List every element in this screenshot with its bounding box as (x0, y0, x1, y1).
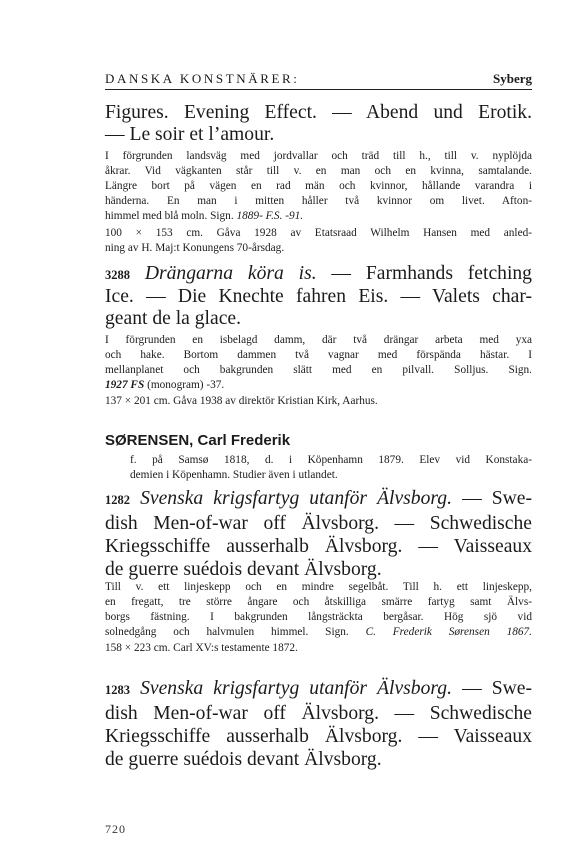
biography-line: demien i Köpenhamn. Studier även i utlandet. (130, 469, 338, 481)
translated-title: — Farmhands fetching (316, 263, 532, 284)
dimensions-line: 137 × 201 cm. Gåva 1938 av direktör Kristian Kirk, Aarhus. (105, 395, 378, 407)
title-line (105, 677, 532, 702)
dimensions-line: ning av H. Maj:t Konungens 70-årsdag. (105, 242, 285, 254)
title-line (105, 263, 532, 286)
entry-1282-dimensions (105, 641, 532, 656)
entry-3288-title (105, 263, 532, 330)
title-line: — Le soir et l’amour. (105, 124, 275, 145)
entry-1282-title (105, 487, 532, 581)
title-line: Ice. — Die Knechte fahren Eis. — Valets char- (105, 286, 532, 307)
swedish-title: Svenska krigsfartyg utanför Älvsborg. (140, 488, 452, 509)
entry-3288-dimensions (105, 394, 532, 409)
signature-value: C. Frederik Sørensen 1867. (365, 626, 532, 638)
running-header (105, 71, 532, 90)
dimensions-line: 100 × 153 cm. Gåva 1928 av Etatsraad Wilhelm Hansen med anled- (105, 227, 532, 239)
entry-3288-description (105, 333, 532, 393)
signature-value: 1889- F.S. -91. (236, 210, 304, 222)
header-artist-name: Syberg (493, 71, 532, 86)
description-line: och hake. Bortom dammen två vagnar med förspända hästar. I (105, 349, 532, 361)
title-line: de guerre suédois devant Älvsborg. (105, 559, 382, 580)
header-section-title: DANSKA KONSTNÄRER: (105, 71, 300, 86)
translated-title: — Swe- (452, 488, 532, 509)
catalogue-number: 3288 (105, 268, 130, 282)
title-line: de guerre suédois devant Älvsborg. (105, 749, 382, 770)
description-line: Längre bort på vägen en rad män och kvinnor, hållande varandra i (105, 180, 532, 192)
title-line: dish Men-of-war off Älvsborg. — Schwedische (105, 513, 532, 534)
translated-title: — Swe- (452, 678, 532, 699)
entry-1282-description (105, 580, 532, 640)
signature-label: solnedgång och halvmulen himmel. Sign. (105, 626, 366, 638)
description-line: borgs fästning. I bakgrunden långsträckta bergåsar. Hög sjö vid (105, 611, 532, 623)
swedish-title: Svenska krigsfartyg utanför Älvsborg. (140, 678, 452, 699)
title-line: dish Men-of-war off Älvsborg. — Schwedische (105, 703, 532, 724)
signature-line (105, 209, 532, 224)
description-line: åkrar. Vid vägkanten står till v. en man och en kvinna, samtalande. (105, 165, 532, 177)
page-number: 720 (105, 822, 126, 836)
description-line: en fregatt, tre större ångare och åtskilliga smärre fartyg samt Älvs- (105, 596, 532, 608)
title-line: Kriegsschiffe ausserhalb Älvsborg. — Vaisseaux (105, 726, 532, 747)
signature-value: 1927 FS (105, 379, 145, 391)
biography-line: f. på Samsø 1818, d. i Köpenhamn 1879. Elev vid Konstaka- (130, 454, 532, 466)
swedish-title: Drängarna köra is. (144, 263, 317, 284)
artist-name: SØRENSEN, Carl Frederik (105, 432, 291, 449)
entry-figures-description (105, 149, 532, 224)
title-line (105, 487, 532, 512)
title-line: geant de la glace. (105, 308, 241, 329)
catalogue-number: 1283 (105, 683, 130, 697)
description-line: Till v. ett linjeskepp och en mindre segelbåt. Till h. ett linjeskepp, (105, 581, 532, 593)
description-line: I förgrunden en isbelagd damm, där två drängar arbeta med yxa (105, 334, 532, 346)
signature-note: (monogram) -37. (144, 379, 225, 391)
signature-label: himmel med blå moln. Sign. (105, 210, 237, 222)
artist-biography (130, 453, 532, 483)
artist-heading (105, 432, 532, 450)
title-line: Kriegsschiffe ausserhalb Älvsborg. — Vaisseaux (105, 536, 532, 557)
signature-line (105, 625, 532, 640)
dimensions-line: 158 × 223 cm. Carl XV:s testamente 1872. (105, 642, 298, 654)
signature-line (105, 378, 532, 393)
entry-figures-dimensions (105, 226, 532, 256)
description-line: mellanplanet och bakgrunden slätt med en pilvall. Solljus. Sign. (105, 364, 532, 376)
description-line: I förgrunden landsväg med jordvallar och träd till h., till v. nyplöjda (105, 150, 532, 162)
entry-1283-title (105, 677, 532, 771)
entry-figures-title (105, 102, 532, 146)
catalogue-number: 1282 (105, 493, 130, 507)
title-line: Figures. Evening Effect. — Abend und Erotik. (105, 102, 532, 123)
description-line: händerna. En man i mitten håller två kvinnor om livet. Afton- (105, 195, 532, 207)
